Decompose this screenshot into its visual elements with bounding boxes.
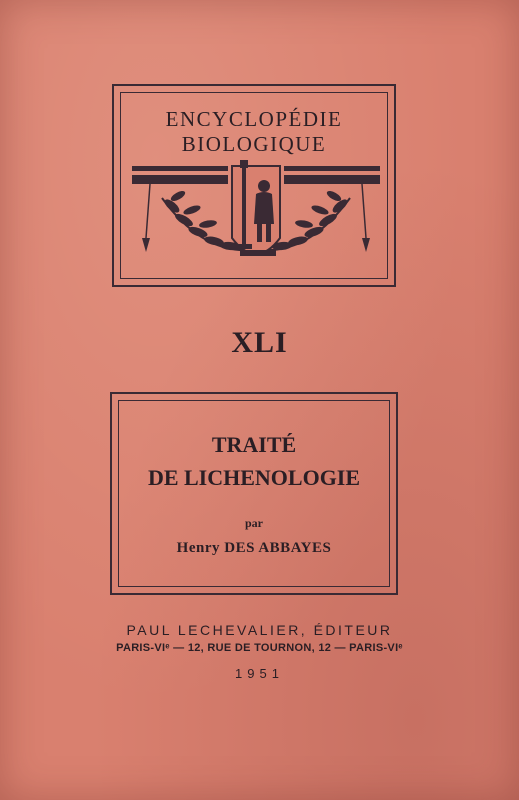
volume-number: XLI [231,326,288,359]
by-label: par [245,516,263,530]
series-title-line1: ENCYCLOPÉDIE [165,107,343,131]
publisher-name: PAUL LECHEVALIER, ÉDITEUR [126,622,393,638]
author-name: Henry DES ABBAYES [176,540,332,556]
series-frame [112,84,396,287]
publication-year: 1951 [235,666,284,681]
publisher-emblem-icon [132,158,380,280]
book-title-line1: TRAITÉ [211,432,297,457]
publisher-address: PARIS-VIᵉ — 12, RUE DE TOURNON, 12 — PARIS-VIᵉ [116,642,403,654]
series-title-line2: BIOLOGIQUE [181,132,327,156]
book-title-line2: DE LICHENOLOGIE [147,465,361,490]
title-frame [110,392,398,595]
